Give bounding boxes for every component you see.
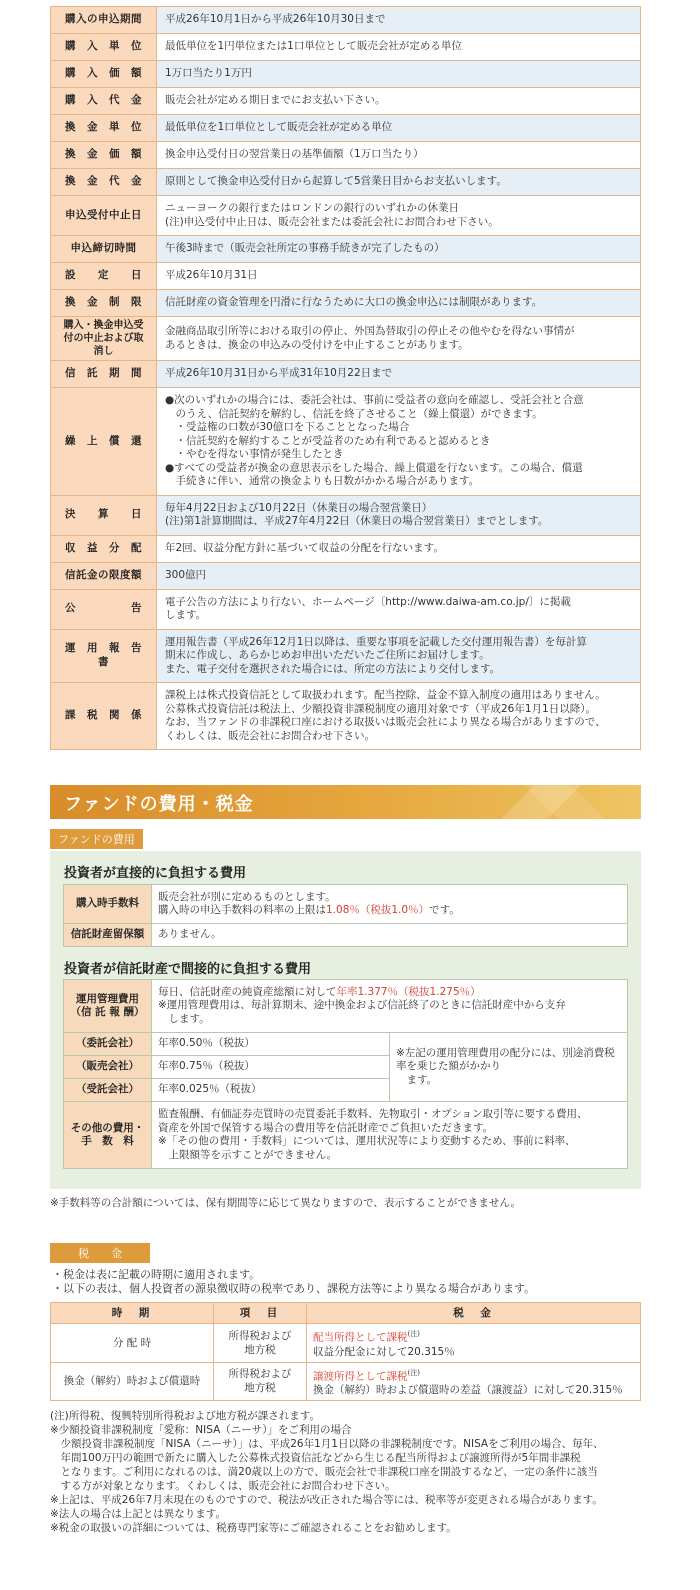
terms-value [157,361,641,388]
terms-value-line: 課税上は株式投資信託として取扱われます。配当控除、益金不算入制度の適用はありません。 [165,689,606,701]
terms-row [51,115,641,142]
breakdown-label: （販売会社） [64,1056,152,1079]
terms-value-line: 手続きに伴い、通常の換金よりも日数がかかる場合があります。 [165,475,480,487]
terms-row [51,562,641,589]
terms-row [51,683,641,750]
other-fee-label-2: 手 数 料 [81,1135,134,1147]
other-fee-label [64,1102,152,1169]
section-header-fees-taxes [50,785,641,819]
terms-value-line: 300億円 [165,568,207,581]
terms-value-line: 運用報告書（平成26年12月1日以降は、重要な事項を記載した交付運用報告書）を毎計算 [165,635,587,648]
terms-label: 換 金 代 金 [51,169,157,196]
tax-note: ※法人の場合は上記とは異なります。 [50,1508,226,1520]
purchase-fee-line2: 購入時の申込手数料の料率の上限は [158,904,326,916]
terms-label: 換 金 単 位 [51,115,157,142]
tax-note: ※上記は、平成26年7月末現在のものですので、税法が改正された場合等には、税率等が変更される場合があります。 [50,1494,603,1506]
purchase-fee-label: 購入時手数料 [64,885,152,924]
mgmt-fee-line1: 毎日、信託財産の純資産総額に対して [158,985,337,998]
terms-value-line: 販売会社が定める期日までにお支払い下さい。 [165,94,386,107]
tax-type: 配当所得として課税 [313,1331,408,1344]
terms-row [51,317,641,361]
terms-value [157,317,641,361]
column-header-period: 時 期 [51,1303,214,1324]
terms-value-line: ニューヨークの銀行またはロンドンの銀行のいずれかの休業日 [165,202,459,214]
terms-value-line: 1万口当たり1万円 [165,67,252,80]
terms-label: 信 託 期 間 [51,361,157,388]
terms-value-line: 公募株式投資信託は税法上、少額投資非課税制度の適用対象です（平成26年1月1日以降）。 [165,702,596,715]
fees-tag: ファンドの費用 [50,829,143,849]
terms-value [157,61,641,88]
mgmt-fee-value [152,980,628,1033]
terms-value [157,683,641,750]
terms-value-line: あるときは、換金の申込みの受付けを中止することがあります。 [165,338,469,351]
other-fee-label-1: その他の費用・ [70,1121,145,1134]
terms-value [157,142,641,169]
terms-row [51,361,641,388]
terms-value [157,34,641,61]
item-cell [214,1324,307,1363]
table-row [64,1033,628,1056]
terms-row [51,535,641,562]
mgmt-fee-line3: します。 [158,1012,210,1025]
footnote-marker: (注) [407,1368,420,1377]
terms-value-line: 毎年4月22日および10月22日（休業日の場合翌営業日） [165,501,433,514]
item-cell [214,1362,307,1401]
terms-value-line: ●すべての受益者が換金の意思表示をした場合、繰上償還を行ないます。この場合、償還 [165,461,583,474]
terms-label: 申込締切時間 [51,236,157,263]
trust-reserve-label: 信託財産留保額 [64,924,152,947]
direct-cost-heading: 投資者が直接的に負担する費用 [64,866,247,881]
item-line: 地方税 [244,1382,276,1395]
breakdown-value: 年率0.025％（税抜） [152,1079,390,1102]
terms-value-line: 換金申込受付日の翌営業日の基準価額（1万口当たり） [165,148,424,161]
indirect-cost-table [63,979,628,1169]
terms-value [157,115,641,142]
table-row [51,1362,641,1401]
terms-value-line: 電子公告の方法により行ない、ホームページ〔http://www.daiwa-am.co.jp/〕に掲載 [165,595,571,608]
other-fee-line: 監査報酬、有価証券売買時の売買委託手数料、先物取引・オプション取引等に要する費用、 [158,1108,588,1120]
terms-value-line: 最低単位を1口単位として販売会社が定める単位 [165,121,393,134]
terms-label: 課 税 関 係 [51,683,157,750]
purchase-fee-line1: 販売会社が別に定めるものとします。 [158,890,336,903]
breakdown-label: （委託会社） [64,1033,152,1056]
terms-label: 公 告 [51,589,157,629]
terms-value-line: ・信託契約を解約することが受益者のため有利であると認めるとき [165,434,491,447]
terms-row [51,589,641,629]
section-title: ファンドの費用・税金 [64,794,254,815]
terms-value-line: なお、当ファンドの非課税口座における取扱いは販売会社により異なる場合がありますので、 [165,716,606,728]
terms-label: 申込受付中止日 [51,196,157,236]
mgmt-fee-rate: 年率1.377％（税抜1.275％） [336,985,481,998]
mgmt-fee-label-2: （信 託 報 酬） [70,1006,145,1018]
terms-value-line: 平成26年10月31日 [165,269,258,282]
terms-value [157,562,641,589]
terms-label: 購入・換金申込受付の中止および取消し [51,317,157,361]
tax-tag: 税 金 [50,1243,150,1263]
terms-value [157,88,641,115]
terms-row [51,629,641,683]
tax-notes [50,1409,604,1535]
tax-note: する方が対象となります。くわしくは、販売会社にお問合わせ下さい。 [50,1480,396,1492]
terms-value-line: ・やむを得ない事情が発生したとき [165,448,344,460]
terms-row [51,142,641,169]
terms-value-line: 年2回、収益分配方針に基づいて収益の分配を行ないます。 [165,541,444,554]
terms-value-line: 平成26年10月1日から平成26年10月30日まで [165,13,386,26]
terms-value-line: 平成26年10月31日から平成31年10月22日まで [165,367,393,380]
other-fee-value [152,1102,628,1169]
mgmt-fee-line2: ※運用管理費用は、毎計算期末、途中換金および信託終了のときに信託財産中から支弁 [158,999,566,1012]
tax-bullet: ・以下の表は、個人投資者の源泉徴収時の税率であり、課税方法等により異なる場合があります。 [52,1282,536,1295]
tax-note: ※税金の取扱いの詳細については、税務専門家等にご確認されることをお勧めします。 [50,1522,457,1534]
table-row [64,924,628,947]
period-cell: 分 配 時 [51,1324,214,1363]
terms-row [51,88,641,115]
terms-value-line: (注)第1計算期間は、平成27年4月22日（休業日の場合翌営業日）までとします。 [165,515,549,527]
purchase-fee-line2-end: です。 [429,904,460,916]
total-fee-note: ※手数料等の合計額については、保有期間等に応じて異なりますので、表示することができません。 [50,1197,522,1209]
breakdown-value: 年率0.75％（税抜） [152,1056,390,1079]
footnote-marker: (注) [407,1330,420,1338]
terms-value-line: 午後3時まで（販売会社所定の事務手続きが完了したもの） [165,242,445,255]
tax-type: 譲渡所得として課税 [313,1370,408,1382]
table-header-row [51,1303,641,1324]
tax-note: 少額投資非課税制度「NISA（ニーサ）」は、平成26年1月1日以降の非課税制度です。NISAをご利用の場合、毎年、 [50,1438,604,1450]
item-line: 地方税 [244,1343,276,1356]
terms-value-line: ●次のいずれかの場合には、委託会社は、事前に受益者の意向を確認し、受託会社と合意 [165,394,584,406]
terms-row [51,169,641,196]
tax-note: 年間100万円の範囲で新たに購入した公募株式投資信託などから生じる配当所得および譲渡所得が5年間非課税 [50,1452,581,1464]
other-fee-line: ※「その他の費用・手数料」については、運用状況等により変動するため、事前に料率、 [158,1135,576,1147]
breakdown-label: （受託会社） [64,1079,152,1102]
terms-value [157,495,641,535]
purchase-fee-value [152,885,628,924]
terms-table [50,6,641,750]
direct-cost-table [63,884,628,947]
trust-reserve-value: ありません。 [152,924,628,947]
tax-bullet: ・税金は表に記載の時期に適用されます。 [52,1268,261,1281]
terms-row [51,388,641,496]
terms-value-line: ・受益権の口数が30億口を下ることとなった場合 [165,421,410,433]
terms-row [51,495,641,535]
terms-label: 繰 上 償 還 [51,388,157,496]
terms-label: 決 算 日 [51,495,157,535]
mgmt-fee-label [64,980,152,1033]
breakdown-note-2: ます。 [396,1073,438,1086]
tax-note: ※少額投資非課税制度「愛称：NISA（ニーサ）」をご利用の場合 [50,1424,352,1436]
tax-rate: 換金（解約）時および償還時の差益（譲渡益）に対して20.315％ [313,1384,623,1396]
terms-row [51,263,641,290]
decorative-pattern [441,785,641,819]
terms-label: 収 益 分 配 [51,535,157,562]
terms-row [51,61,641,88]
terms-value [157,535,641,562]
terms-value-line: のうえ、信託契約を解約し、信託を終了させること（繰上償還）ができます。 [165,407,543,420]
terms-label: 購 入 代 金 [51,88,157,115]
terms-value-line: また、電子交付を選択された場合には、所定の方法により交付します。 [165,662,501,675]
terms-value [157,290,641,317]
column-header-item: 項 目 [214,1303,307,1324]
tax-cell [307,1362,641,1401]
breakdown-note [390,1033,628,1102]
item-line: 所得税および [228,1329,292,1342]
breakdown-value: 年率0.50％（税抜） [152,1033,390,1056]
terms-value [157,388,641,496]
column-header-tax: 税 金 [307,1303,641,1324]
other-fee-line: 資産を外国で保管する場合の費用等を信託財産でご負担いただきます。 [158,1121,494,1134]
terms-value [157,196,641,236]
other-fee-line: 上限額等を示すことができません。 [158,1148,338,1161]
terms-value-line: 原則として換金申込受付日から起算して5営業日目からお支払いします。 [165,175,507,188]
table-row [64,1102,628,1169]
terms-label: 購 入 価 額 [51,61,157,88]
period-cell: 換金（解約）時および償還時 [51,1362,214,1401]
tax-note: (注)所得税、復興特別所得税および地方税が課されます。 [50,1410,320,1422]
tax-table [50,1302,641,1401]
terms-value [157,236,641,263]
terms-value-line: (注)申込受付中止日は、販売会社または委託会社にお問合わせ下さい。 [165,215,499,228]
terms-label: 換 金 価 額 [51,142,157,169]
terms-label: 購 入 単 位 [51,34,157,61]
tax-bullets [52,1268,535,1296]
terms-row [51,34,641,61]
terms-value-line: 金融商品取引所等における取引の停止、外国為替取引の停止その他やむを得ない事情が [165,325,575,337]
tax-rate: 収益分配金に対して20.315％ [313,1345,455,1358]
breakdown-note-1: ※左記の運用管理費用の配分には、別途消費税率を乗じた額がかかり [396,1046,615,1073]
terms-value [157,589,641,629]
purchase-fee-rate: 1.08％（税抜1.0％） [326,904,430,916]
terms-value [157,263,641,290]
terms-row [51,290,641,317]
item-line: 所得税および [228,1368,292,1381]
terms-label: 運 用 報 告 書 [51,629,157,683]
terms-label: 購入の申込期間 [51,7,157,34]
terms-label: 換 金 制 限 [51,290,157,317]
terms-value [157,629,641,683]
tax-cell [307,1324,641,1363]
terms-value [157,169,641,196]
table-row [51,1324,641,1363]
terms-value [157,7,641,34]
terms-label: 設 定 日 [51,263,157,290]
terms-row [51,236,641,263]
terms-row [51,7,641,34]
terms-value-line: くわしくは、販売会社にお問合わせ下さい。 [165,729,375,742]
terms-label: 信託金の限度額 [51,562,157,589]
table-row [64,885,628,924]
tax-note: となります。ご利用になれるのは、満20歳以上の方で、販売会社で非課税口座を開設するなど、一定の条件に該当 [50,1466,598,1478]
terms-value-line: 期末に作成し、あらかじめお申出いただいたご住所にお届けします。 [165,649,490,661]
indirect-cost-heading: 投資者が信託財産で間接的に負担する費用 [64,962,312,977]
terms-value-line: 信託財産の資金管理を円滑に行なうために大口の換金申込には制限があります。 [165,296,543,309]
mgmt-fee-label-1: 運用管理費用 [76,992,139,1005]
terms-row [51,196,641,236]
terms-value-line: します。 [165,609,207,621]
table-row [64,980,628,1033]
terms-value-line: 最低単位を1円単位または1口単位として販売会社が定める単位 [165,40,462,53]
